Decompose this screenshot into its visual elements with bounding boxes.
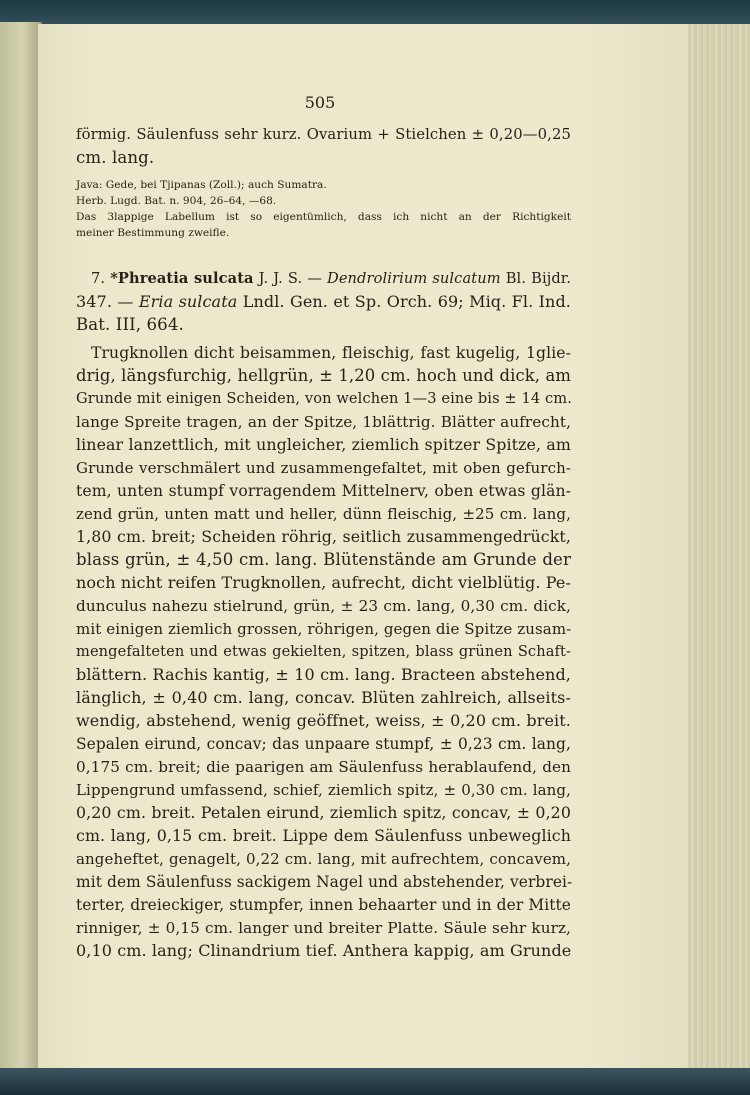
text-line: mit einigen ziemlich grossen, röhrigen, gegen die Spitze zusam- <box>76 620 572 638</box>
page-stack-edge <box>688 24 750 1070</box>
text-line: angeheftet, genagelt, 0,22 cm. lang, mit aufrechtem, concavem, <box>76 850 571 868</box>
text-line: cm. lang. <box>76 148 155 167</box>
text-line: dunculus nahezu stielrund, grün, ± 23 cm. lang, 0,30 cm. dick, <box>76 597 571 615</box>
text-line: blättern. Rachis kantig, ± 10 cm. lang. Bracteen abstehend, <box>76 665 571 684</box>
text-line: drig, längsfurchig, hellgrün, ± 1,20 cm. hoch und dick, am <box>76 366 571 385</box>
species-heading: 7. *Phreatia sulcata J. J. S. — Dendrolirium sulcatum Bl. Bijdr. <box>91 270 571 287</box>
species-heading: Bat. III, 664. <box>76 315 184 334</box>
text-line: mit dem Säulenfuss sackigem Nagel und abstehender, verbrei- <box>76 873 573 891</box>
text-line: zend grün, unten matt und heller, dünn fleischig, ±25 cm. lang, <box>76 505 571 523</box>
text-line: Trugknollen dicht beisammen, fleischig, fast kugelig, 1glie- <box>91 344 571 362</box>
species-heading: 347. — Eria sulcata Lndl. Gen. et Sp. Orch. 69; Miq. Fl. Ind. <box>76 292 571 311</box>
text-line: wendig, abstehend, wenig geöffnet, weiss, ± 0,20 cm. breit. <box>76 711 571 730</box>
text-line: rinniger, ± 0,15 cm. langer und breiter Platte. Säule sehr kurz, <box>76 919 571 937</box>
remark-note: Das 3lappige Labellum ist so eigentümlich, dass ich nicht an der Richtigkeit <box>76 211 571 223</box>
text-line: Sepalen eirund, concav; das unpaare stumpf, ± 0,23 cm. lang, <box>76 735 571 753</box>
book-bottom-edge <box>0 1068 750 1095</box>
text-line: terter, dreieckiger, stumpfer, innen behaarter und in der Mitte <box>76 896 571 914</box>
text-line: mengefalteten und etwas gekielten, spitzen, blass grünen Schaft- <box>76 643 571 660</box>
text-line: noch nicht reifen Trugknollen, aufrecht, dicht vielblütig. Pe- <box>76 573 571 592</box>
synonym-name: Eria sulcata <box>138 292 238 311</box>
text-line: 0,10 cm. lang; Clinandrium tief. Anthera kappig, am Grunde <box>76 941 572 960</box>
text-line: blass grün, ± 4,50 cm. lang. Blütenstände am Grunde der <box>76 550 571 569</box>
text-line: tem, unten stumpf vorragendem Mittelnerv, oben etwas glän- <box>76 482 571 500</box>
text-line: förmig. Säulenfuss sehr kurz. Ovarium + Stielchen ± 0,20—0,25 <box>76 126 571 143</box>
text-line: 0,175 cm. breit; die paarigen am Säulenfuss herablaufend, den <box>76 758 571 776</box>
text-line: lange Spreite tragen, an der Spitze, 1blättrig. Blätter aufrecht, <box>76 413 571 431</box>
facing-page-edge <box>0 22 42 1072</box>
text-line: Lippengrund umfassend, schief, ziemlich spitz, ± 0,30 cm. lang, <box>76 781 571 799</box>
text-line: 1,80 cm. breit; Scheiden röhrig, seitlich zusammengedrückt, <box>76 527 571 546</box>
species-name: *Phreatia sulcata <box>110 270 254 287</box>
synonym-name: Dendrolirium sulcatum <box>327 270 501 287</box>
text-line: Grunde verschmälert und zusammengefaltet, mit oben gefurch- <box>76 459 571 477</box>
text-line: länglich, ± 0,40 cm. lang, concav. Blüten zahlreich, allseits- <box>76 688 571 707</box>
text-line: cm. lang, 0,15 cm. breit. Lippe dem Säulenfuss unbeweglich <box>76 826 571 845</box>
page-number: 505 <box>304 93 336 112</box>
remark-note: meiner Bestimmung zweifle. <box>76 227 230 239</box>
text-line: 0,20 cm. breit. Petalen eirund, ziemlich spitz, concav, ± 0,20 <box>76 803 571 822</box>
text-line: Grunde mit einigen Scheiden, von welchen 1—3 eine bis ± 14 cm. <box>76 390 572 407</box>
text-line: linear lanzettlich, mit ungleicher, ziemlich spitzer Spitze, am <box>76 435 571 454</box>
locality-note: Java: Gede, bei Tjipanas (Zoll.); auch Sumatra. <box>76 179 327 191</box>
herbarium-note: Herb. Lugd. Bat. n. 904, 26–64, —68. <box>76 195 277 207</box>
